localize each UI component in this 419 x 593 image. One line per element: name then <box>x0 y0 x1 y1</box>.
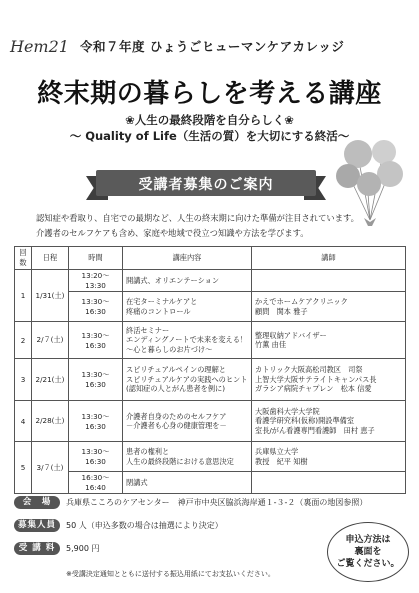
session-content: 患者の権利と 人生の最終段階における意思決定 <box>123 442 252 472</box>
session-content: 開講式、オリエンテーション <box>123 270 252 292</box>
fee-note: ※受講決定通知とともに送付する振込用紙にてお支払いください。 <box>66 570 275 578</box>
session-date: 1/31(土) <box>32 270 69 322</box>
header-date: 日程 <box>32 247 69 270</box>
header-time: 時間 <box>69 247 123 270</box>
capacity-row <box>14 518 223 533</box>
session-time: 13:30～16:30 <box>69 401 123 442</box>
session-num: 5 <box>15 442 32 494</box>
table-row <box>15 401 406 442</box>
venue-row <box>14 495 367 510</box>
college-name: 令和７年度 ひょうごヒューマンケアカレッジ <box>80 39 345 54</box>
session-lecturer <box>252 270 406 292</box>
session-time: 13:20～13:30 <box>69 270 123 292</box>
session-content: スピリチュアルペインの理解と スピリチュアルケアの実践へのヒント (認知症の人とがん患者を例に) <box>123 359 252 401</box>
fee-label: 受 講 料 <box>14 542 60 555</box>
subtitle-2: ～ Quality of Life（生活の質）を大切にする終活～ <box>69 129 350 143</box>
table-row <box>15 292 406 322</box>
logo: Hem21 <box>10 37 69 56</box>
session-time: 13:30～16:30 <box>69 292 123 322</box>
session-content: 在宅ターミナルケアと 疼痛のコントロール <box>123 292 252 322</box>
header-content: 講座内容 <box>123 247 252 270</box>
session-lecturer: カトリック大阪高松司教区 司祭 上智大学大阪サテライトキャンパス長 ガラシア病院チャプレン 松本 信愛 <box>252 359 406 401</box>
table-row <box>15 322 406 359</box>
session-date: 2/７(土) <box>32 322 69 359</box>
session-num: 1 <box>15 270 32 322</box>
subtitle-1: ❀人生の最終段階を自分らしく❀ <box>125 113 294 127</box>
session-num: 2 <box>15 322 32 359</box>
capacity-text: 50 人（申込多数の場合は抽選により決定） <box>66 521 223 530</box>
session-content: 終活セミナー エンディングノートで未来を変える！ ～心と暮らしのお片づけ～ <box>123 322 252 359</box>
session-lecturer: 兵庫県立大学 教授 紀平 知樹 <box>252 442 406 472</box>
page-title: 終末期の暮らしを考える講座 <box>37 79 382 109</box>
session-time: 13:30～16:30 <box>69 322 123 359</box>
session-lecturer: 大阪歯科大学大学院 看護学研究科(仮称)開設準備室 室長/がん看護専門看護師 田村 恵子 <box>252 401 406 442</box>
venue-text: 兵庫県こころのケアセンター 神戸市中央区脇浜海岸通１-３-２（裏面の地図参照） <box>66 498 368 507</box>
session-date: 3/７(土) <box>32 442 69 494</box>
session-lecturer: 整理収納アドバイザー 竹薫 由佳 <box>252 322 406 359</box>
session-date: 2/21(土) <box>32 359 69 401</box>
table-row <box>15 472 406 494</box>
fee-row <box>14 541 99 556</box>
apply-note-oval: 申込方法は 裏面を ご覧ください。 <box>327 522 409 582</box>
session-time: 13:30～16:30 <box>69 359 123 401</box>
session-content: 介護者自身のためのセルフケア －介護者も心身の健康管理を－ <box>123 401 252 442</box>
header-num: 回数 <box>15 247 32 270</box>
session-lecturer: かえでホームケアクリニック 顧問 関本 雅子 <box>252 292 406 322</box>
table-row <box>15 359 406 401</box>
session-num: 3 <box>15 359 32 401</box>
session-content: 閉講式 <box>123 472 252 494</box>
session-date: 2/28(土) <box>32 401 69 442</box>
schedule-table <box>14 246 406 494</box>
table-header-row <box>15 247 406 270</box>
venue-label: 会 場 <box>14 496 60 509</box>
session-time: 16:30～16:40 <box>69 472 123 494</box>
table-row <box>15 442 406 472</box>
intro-text: 認知症や看取り、自宅での最期など、人生の終末期に向けた準備が注目されています。 介護者のセルフケアも含め、家庭や地域で役立つ知識や方法を学びます。 <box>36 213 359 238</box>
session-lecturer <box>252 472 406 494</box>
header-lecturer: 講師 <box>252 247 406 270</box>
recruitment-ribbon: 受講者募集のご案内 <box>86 170 326 200</box>
table-row <box>15 270 406 292</box>
capacity-label: 募集人員 <box>14 519 60 532</box>
fee-text: 5,900 円 <box>66 544 100 553</box>
session-num: 4 <box>15 401 32 442</box>
session-time: 13:30～16:30 <box>69 442 123 472</box>
